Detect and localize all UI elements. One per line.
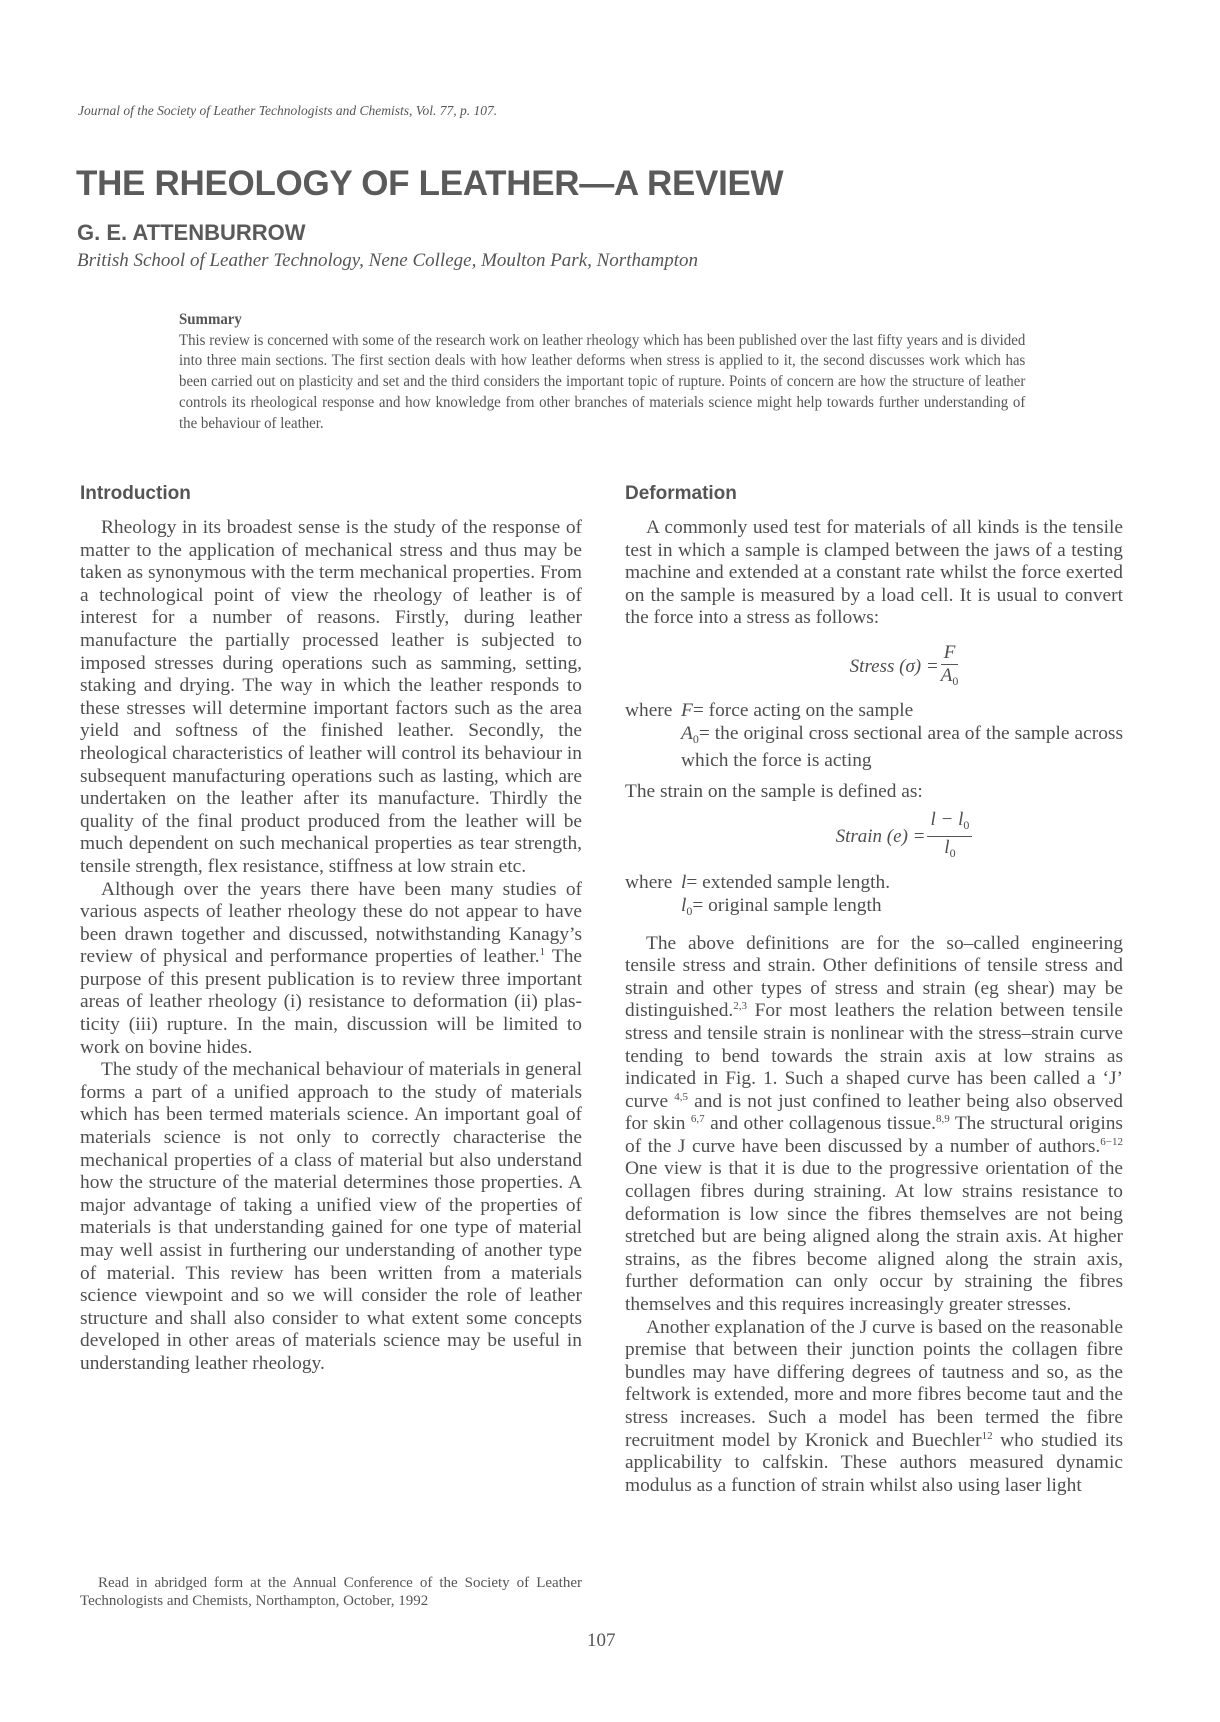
strain-intro: The strain on the sample is defined as:: [625, 780, 923, 802]
section-heading-deformation: Deformation: [625, 483, 737, 504]
summary-text: This review is concerned with some of the research work on leather rheology which has been published over the last fifty years and is divided into three main sections. The first section deals with how leather deforms when stress is applied to it, the second discusses work which has been carried out on plasticity and set and the third considers the important topic of rupture. Points of concern are how the structure of leather controls its rheological response and how knowledge from other branches of materials science might help towards further understanding of the behaviour of leather.: [179, 331, 1026, 432]
right-column: [625, 483, 1123, 1497]
citation-ref: 8,9: [935, 1113, 950, 1126]
summary-block: [179, 310, 1025, 434]
intro-paragraph-1: Rheology in its broadest sense is the study of the response of matter to the application of mechanical stress and thus may be taken as synonymous with the term mechanical properties. From a technological point of view the rheology of leather is of interest for a number of reasons. Firstly, during leather manufacture the partially processed leather is subjected to imposed stresses during operations such as samming, setting, staking and drying. The way in which the leather responds to these stresses will determine important factors such as the area yield and softness of the finished leather. Secondly, the rheological characteristics of leather will control its behaviour in subsequent manufacturing operations such as lasting, which are undertaken on the leather after its manufacture. Thirdly the quality of the final product produced from the leather will be much dependent on such mechanical properties as tear strength, tensile strength, flex resistance, stiffness at low strain etc.: [80, 517, 582, 877]
text-span: The purpose of this present publication is to review three important areas of leather rheology (i) resistance to deformation (ii) plasticity (iii) rupture. In the main, discussion will be limited to work on bovine hides.: [80, 946, 582, 1058]
citation-ref: 6−12: [1100, 1135, 1123, 1148]
subscript: 0: [692, 731, 699, 746]
stress-equation: [625, 642, 1123, 692]
text-span: For most leathers the relation between tensile stress and tensile strain is nonlinear with the stress–strain curve tending to bend towards the strain axis at low strains as indicated in Fig. 1. Such a shaped curve has been called a ‘J’ curve: [625, 1000, 1123, 1112]
fraction: [927, 809, 972, 864]
denominator: [941, 665, 959, 692]
page-number: 107: [587, 1630, 616, 1651]
journal-citation: Journal of the Society of Leather Technologists and Chemists, Vol. 77, p. 107.: [78, 103, 498, 118]
where-label: where: [625, 699, 673, 721]
section-heading-introduction: Introduction: [80, 483, 191, 504]
numerator: [927, 809, 972, 837]
text-span: who studied its applicability to calfskin. These authors measured dynamic modulus as a function of strain whilst also using laser light: [625, 1429, 1123, 1496]
citation-ref: 12: [981, 1429, 993, 1442]
paper-title: THE RHEOLOGY OF LEATHER—A REVIEW: [76, 164, 784, 203]
conference-footnote: Read in abridged form at the Annual Conference of the Society of Leather Technologists and Chemists, Northampton, October, 1992: [80, 1575, 582, 1609]
subscript: 0: [952, 673, 959, 688]
stress-definitions: [625, 700, 1123, 773]
deformation-intro-paragraph: A commonly used test for materials of all kinds is the tensile test in which a sample is clamped between the jaws of a testing machine and extended at a constant rate whilst the force exerted on the sample is measured by a load cell. It is usual to convert the force into a stress as follows:: [625, 517, 1123, 629]
citation-ref: 4,5: [674, 1090, 688, 1103]
text-span: l − l: [930, 809, 964, 831]
text-span: Although over the years there have been many studies of various aspects of leather rheology these do not appear to have been drawn together and discussed, notwithstanding Kanagy’s review of physical and performance properties of leather.: [80, 878, 582, 968]
definition: [681, 895, 1123, 923]
definition: [681, 700, 1123, 723]
text-span: = the original cross sectional area of the sample across which the force is acting: [681, 722, 1123, 772]
text-span: The above definitions are for the so–called engineering tensile stress and strain. Other definitions of tensile stress and strain and other types of stress and strain (eg shear) may be distinguished.: [625, 932, 1123, 1022]
text-span: and other collagenous tissue.: [704, 1113, 936, 1135]
intro-paragraph-2: [80, 879, 582, 1060]
engineering-stress-paragraph: [625, 933, 1123, 1317]
author-name: G. E. ATTENBURROW: [77, 220, 306, 245]
definition: [681, 872, 1123, 895]
subscript: 0: [949, 846, 956, 861]
fibre-recruitment-paragraph: [625, 1317, 1123, 1498]
variable: A: [940, 664, 953, 686]
text-span: = force acting on the sample: [692, 699, 914, 721]
citation-ref: 1: [539, 946, 546, 959]
text-span: = extended sample length.: [686, 872, 891, 894]
strain-definitions: [625, 872, 1123, 922]
author-affiliation: British School of Leather Technology, Nene College, Moulton Park, Northampton: [77, 250, 698, 271]
text-span: The structural origins of the J curve have been discussed by a number of authors.: [625, 1113, 1123, 1157]
fraction: [941, 642, 959, 692]
variable: l: [681, 894, 687, 916]
intro-paragraph-3: The study of the mechanical behaviour of materials in general forms a part of a unified approach to the study of materials which has been termed materials science. An important goal of materials science is not only to correctly characterise the mechanical properties of a class of material but also understand how the structure of the material determines those properties. A major advantage of taking a unified view of the properties of materials is that understanding gained for one type of material may well assist in furthering our understanding of another type of material. This review has been written from a materials science viewpoint and so we will consider the role of leather structure and shall also consider to what extent some concepts developed in other areas of materials science may be useful in understanding leather rheology.: [80, 1059, 582, 1374]
citation-ref: 2,3: [733, 1000, 748, 1013]
text-span: Another explanation of the J curve is based on the reasonable premise that between their junction points the collagen fibre bundles may have differing degrees of tautness and so, as the feltwork is extended, more and more fibres become taut and the stress increases. Such a model has been termed the fibre recruitment model by Kronick and Buechler: [625, 1316, 1123, 1451]
variable: F: [681, 699, 693, 721]
variable: l: [944, 837, 950, 859]
subscript: 0: [686, 903, 693, 918]
text-span: = original sample length: [692, 894, 882, 916]
equation-lhs: Stress (σ) =: [849, 655, 939, 677]
left-column: [80, 483, 582, 1376]
variable: A: [681, 722, 693, 744]
subscript: 0: [963, 818, 970, 833]
variable: l: [681, 872, 687, 894]
text-span: One view is that it is due to the progressive orientation of the collagen fibres during straining. At low strains resistance to deformation is low since the fibres themselves are not being stretched but are being aligned along the strain axis. At higher strains, as the fibres become aligned along the strain axis, further deformation can only occur by straining the fibres themselves and this requires increasingly greater stresses.: [625, 1158, 1123, 1316]
equation-lhs: Strain (e) =: [835, 825, 926, 847]
strain-equation: [625, 809, 1123, 864]
text-span: and is not just confined to leather being also observed for skin: [625, 1090, 1123, 1135]
citation-ref: 6,7: [690, 1113, 705, 1126]
where-label: where: [625, 872, 673, 894]
numerator: F: [941, 642, 959, 665]
definition: [681, 723, 1123, 773]
denominator: [944, 837, 955, 864]
summary-heading: Summary: [179, 311, 242, 328]
